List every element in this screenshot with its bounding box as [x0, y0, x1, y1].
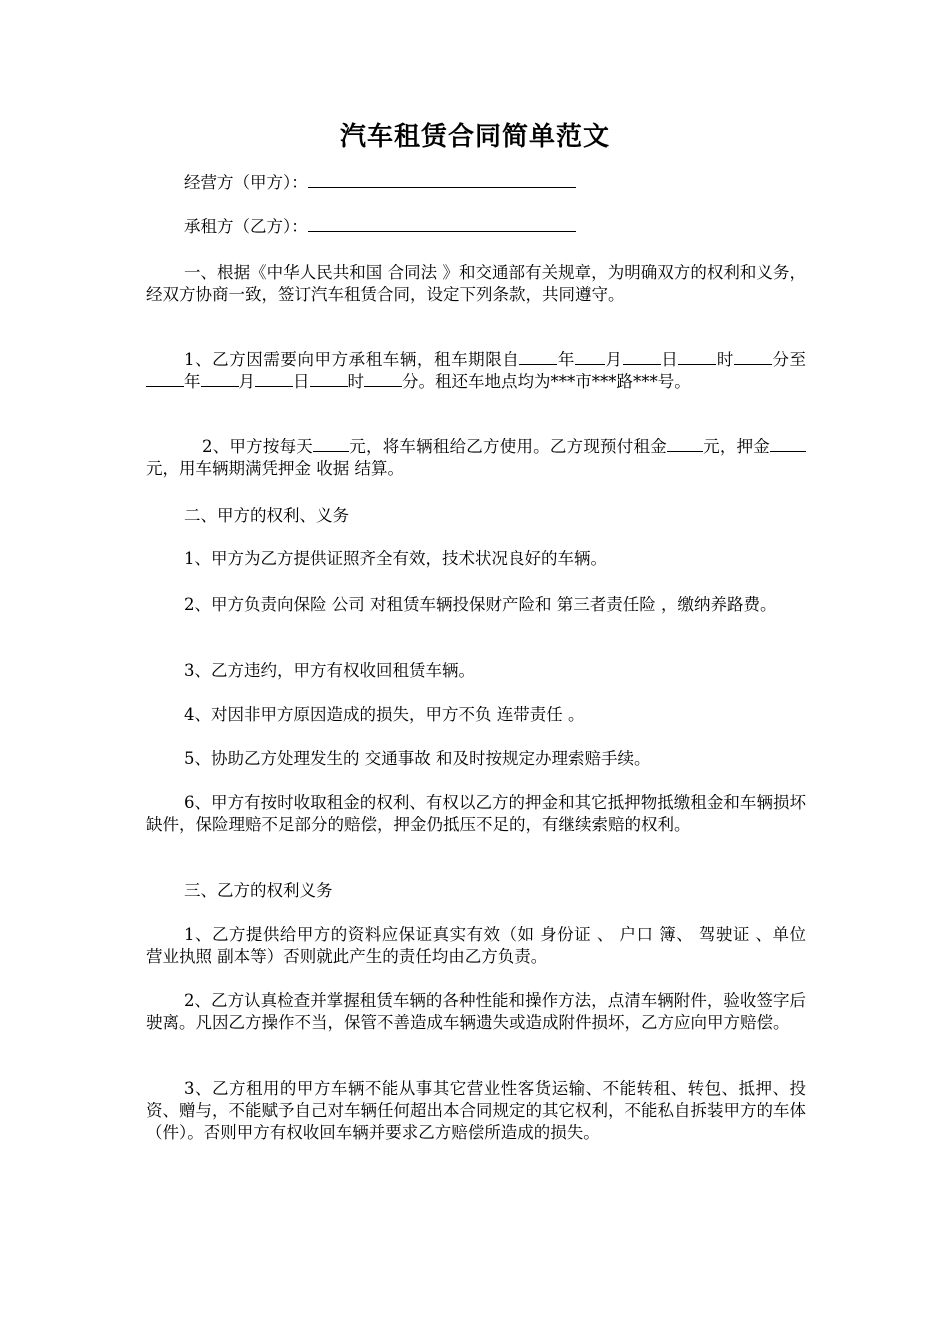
clause-text: 年 — [184, 372, 201, 391]
blank-start-year[interactable] — [519, 350, 557, 365]
blank-start-minute[interactable] — [734, 350, 772, 365]
clause-3-3: 3、乙方租用的甲方车辆不能从事其它营业性客货运输、不能转租、转包、抵押、投资、赠与，不能赋予自己对车辆任何超出本合同规定的其它权利，不能私自拆装甲方的车体（件）。否则甲方有权收回车辆并要求乙方赔偿所造成的损失。 — [146, 1079, 806, 1142]
clause-text: 月 — [604, 350, 623, 369]
blank-end-minute[interactable] — [364, 372, 402, 387]
clause-text: 分。租还车地点均为***市***路***号。 — [402, 372, 691, 391]
clause-1-2 — [146, 436, 806, 480]
party-b-label: 承租方（乙方）： — [184, 217, 308, 236]
section-2-heading: 二、甲方的权利、义务 — [184, 506, 349, 525]
clause-text: 月 — [238, 372, 255, 391]
document-title: 汽车租赁合同简单范文 — [339, 122, 610, 152]
party-a-label: 经营方（甲方）： — [184, 173, 308, 192]
blank-end-day[interactable] — [255, 372, 293, 387]
clause-text: 元，将车辆租给乙方使用。乙方现预付租金 — [349, 437, 667, 456]
clause-text: 日 — [293, 372, 310, 391]
blank-daily-rent[interactable] — [313, 437, 349, 452]
party-b-field — [184, 216, 576, 238]
clause-2-5: 5、协助乙方处理发生的 交通事故 和及时按规定办理索赔手续。 — [184, 749, 651, 768]
party-b-blank[interactable] — [308, 217, 576, 232]
clause-text: 元，押金 — [702, 437, 770, 456]
section-3-heading: 三、乙方的权利义务 — [184, 881, 333, 900]
blank-deposit[interactable] — [770, 437, 806, 452]
clause-2-3: 3、乙方违约，甲方有权收回租赁车辆。 — [184, 661, 475, 680]
clause-text: 日 — [660, 350, 679, 369]
clause-3-1: 1、乙方提供给甲方的资料应保证真实有效（如 身份证 、 户口 簿、 驾驶证 、单位 营业执照 副本等）否则就此产生的责任均由乙方负责。 — [146, 925, 806, 966]
clause-text: 时 — [716, 350, 734, 369]
blank-end-year[interactable] — [146, 372, 184, 387]
clause-text: 年 — [557, 350, 575, 369]
clause-text: 时 — [347, 372, 364, 391]
blank-end-month[interactable] — [201, 372, 239, 387]
clause-text: 元，用车辆期满凭押金 收据 结算。 — [146, 459, 404, 478]
clause-2-4: 4、对因非甲方原因造成的损失，甲方不负 连带责任 。 — [184, 705, 585, 724]
blank-prepaid-rent[interactable] — [667, 437, 703, 452]
party-a-field — [184, 172, 576, 194]
clause-text: 分至 — [771, 350, 807, 369]
party-a-blank[interactable] — [308, 173, 576, 188]
blank-start-month[interactable] — [575, 350, 605, 365]
clause-text: 1、乙方因需要向甲方承租车辆，租车期限自 — [184, 350, 520, 369]
clause-2-6: 6、甲方有按时收取租金的权利、有权以乙方的押金和其它抵押物抵缴租金和车辆损坏缺件，保险理赔不足部分的赔偿，押金仍抵压不足的，有继续索赔的权利。 — [146, 793, 806, 834]
blank-end-hour[interactable] — [310, 372, 348, 387]
intro-paragraph: 一、根据《中华人民共和国 合同法 》和交通部有关规章，为明确双方的权利和义务，经双方协商一致，签订汽车租赁合同，设定下列条款，共同遵守。 — [146, 263, 806, 304]
clause-3-2: 2、乙方认真检查并掌握租赁车辆的各种性能和操作方法，点清车辆附件，验收签字后驶离。凡因乙方操作不当，保管不善造成车辆遗失或造成附件损坏，乙方应向甲方赔偿。 — [146, 991, 806, 1032]
blank-start-hour[interactable] — [678, 350, 716, 365]
clause-text: 2、甲方按每天 — [202, 437, 314, 456]
clause-2-2: 2、甲方负责向保险 公司 对租赁车辆投保财产险和 第三者责任险 ，缴纳养路费。 — [184, 595, 777, 614]
blank-start-day[interactable] — [623, 350, 661, 365]
clause-1-1 — [146, 349, 806, 393]
clause-2-1: 1、甲方为乙方提供证照齐全有效，技术状况良好的车辆。 — [184, 549, 607, 568]
